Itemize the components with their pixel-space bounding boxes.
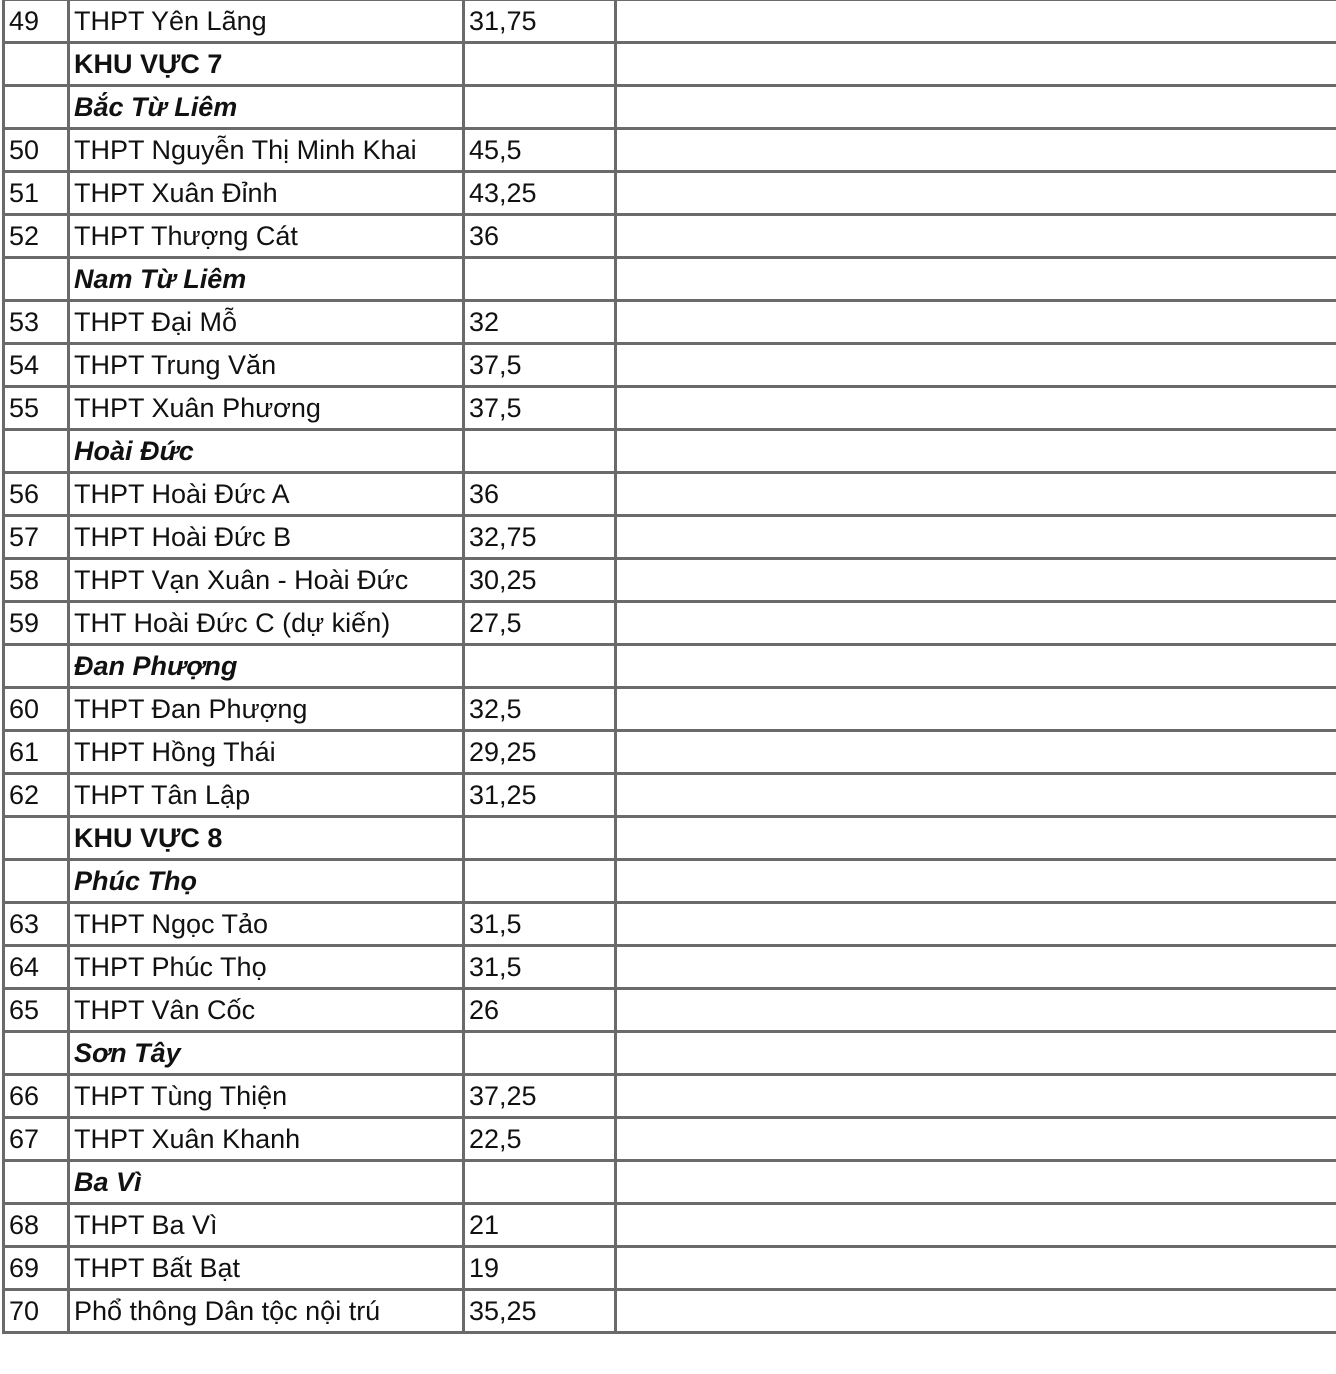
empty-note-cell xyxy=(616,645,1336,688)
row-number: 59 xyxy=(4,602,69,645)
school-name: THT Hoài Đức C (dự kiến) xyxy=(69,602,464,645)
cutoff-score: 32 xyxy=(464,301,616,344)
empty-note-cell xyxy=(616,344,1336,387)
school-name: THPT Vân Cốc xyxy=(69,989,464,1032)
row-number: 62 xyxy=(4,774,69,817)
cutoff-score xyxy=(464,860,616,903)
school-row xyxy=(4,215,1336,258)
district-header-row xyxy=(4,86,1336,129)
school-row xyxy=(4,1204,1336,1247)
row-number xyxy=(4,1032,69,1075)
district-label: Bắc Từ Liêm xyxy=(69,86,464,129)
row-number: 68 xyxy=(4,1204,69,1247)
cutoff-score: 35,25 xyxy=(464,1290,616,1333)
empty-note-cell xyxy=(616,602,1336,645)
school-name: THPT Phúc Thọ xyxy=(69,946,464,989)
row-number xyxy=(4,86,69,129)
school-name: THPT Yên Lãng xyxy=(69,0,464,43)
region-label: KHU VỰC 8 xyxy=(69,817,464,860)
row-number xyxy=(4,258,69,301)
empty-note-cell xyxy=(616,172,1336,215)
empty-note-cell xyxy=(616,516,1336,559)
empty-note-cell xyxy=(616,473,1336,516)
cutoff-score: 32,75 xyxy=(464,516,616,559)
school-row xyxy=(4,559,1336,602)
school-name: THPT Bất Bạt xyxy=(69,1247,464,1290)
empty-note-cell xyxy=(616,129,1336,172)
row-number xyxy=(4,645,69,688)
school-name: THPT Xuân Phương xyxy=(69,387,464,430)
row-number: 66 xyxy=(4,1075,69,1118)
district-label: Hoài Đức xyxy=(69,430,464,473)
school-row xyxy=(4,602,1336,645)
district-label: Đan Phượng xyxy=(69,645,464,688)
row-number: 60 xyxy=(4,688,69,731)
empty-note-cell xyxy=(616,430,1336,473)
empty-note-cell xyxy=(616,688,1336,731)
row-number: 57 xyxy=(4,516,69,559)
cutoff-score xyxy=(464,86,616,129)
cutoff-score: 22,5 xyxy=(464,1118,616,1161)
school-row xyxy=(4,344,1336,387)
cutoff-score: 37,25 xyxy=(464,1075,616,1118)
empty-note-cell xyxy=(616,215,1336,258)
empty-note-cell xyxy=(616,43,1336,86)
row-number xyxy=(4,1161,69,1204)
row-number: 65 xyxy=(4,989,69,1032)
region-header-row xyxy=(4,817,1336,860)
cutoff-score: 32,5 xyxy=(464,688,616,731)
school-row xyxy=(4,0,1336,43)
row-number xyxy=(4,860,69,903)
school-row xyxy=(4,946,1336,989)
empty-note-cell xyxy=(616,774,1336,817)
cutoff-score: 21 xyxy=(464,1204,616,1247)
district-header-row xyxy=(4,1161,1336,1204)
school-row xyxy=(4,1075,1336,1118)
school-row xyxy=(4,473,1336,516)
row-number: 58 xyxy=(4,559,69,602)
cutoff-score xyxy=(464,43,616,86)
school-name: THPT Đại Mỗ xyxy=(69,301,464,344)
row-number: 52 xyxy=(4,215,69,258)
empty-note-cell xyxy=(616,989,1336,1032)
empty-note-cell xyxy=(616,0,1336,43)
row-number: 56 xyxy=(4,473,69,516)
district-header-row xyxy=(4,860,1336,903)
row-number: 54 xyxy=(4,344,69,387)
row-number: 55 xyxy=(4,387,69,430)
table-body xyxy=(4,0,1336,1333)
cutoff-score: 31,25 xyxy=(464,774,616,817)
empty-note-cell xyxy=(616,1032,1336,1075)
empty-note-cell xyxy=(616,1204,1336,1247)
empty-note-cell xyxy=(616,1161,1336,1204)
cutoff-score: 37,5 xyxy=(464,344,616,387)
school-row xyxy=(4,903,1336,946)
cutoff-score xyxy=(464,1161,616,1204)
cutoff-score: 43,25 xyxy=(464,172,616,215)
row-number: 61 xyxy=(4,731,69,774)
row-number: 50 xyxy=(4,129,69,172)
row-number xyxy=(4,43,69,86)
cutoff-score: 19 xyxy=(464,1247,616,1290)
cutoff-score: 36 xyxy=(464,473,616,516)
region-label: KHU VỰC 7 xyxy=(69,43,464,86)
row-number: 70 xyxy=(4,1290,69,1333)
row-number xyxy=(4,817,69,860)
school-name: THPT Hoài Đức B xyxy=(69,516,464,559)
row-number xyxy=(4,430,69,473)
cutoff-score xyxy=(464,430,616,473)
cutoff-score xyxy=(464,1032,616,1075)
empty-note-cell xyxy=(616,903,1336,946)
school-row xyxy=(4,731,1336,774)
empty-note-cell xyxy=(616,258,1336,301)
empty-note-cell xyxy=(616,301,1336,344)
empty-note-cell xyxy=(616,387,1336,430)
school-name: THPT Tân Lập xyxy=(69,774,464,817)
school-row xyxy=(4,774,1336,817)
cutoff-score: 31,5 xyxy=(464,903,616,946)
region-header-row xyxy=(4,43,1336,86)
empty-note-cell xyxy=(616,1075,1336,1118)
cutoff-score: 26 xyxy=(464,989,616,1032)
school-name: THPT Xuân Khanh xyxy=(69,1118,464,1161)
empty-note-cell xyxy=(616,860,1336,903)
empty-note-cell xyxy=(616,946,1336,989)
school-name: THPT Nguyễn Thị Minh Khai xyxy=(69,129,464,172)
cutoff-score xyxy=(464,258,616,301)
school-row xyxy=(4,1290,1336,1333)
empty-note-cell xyxy=(616,559,1336,602)
district-label: Phúc Thọ xyxy=(69,860,464,903)
cutoff-score xyxy=(464,817,616,860)
cutoff-score: 37,5 xyxy=(464,387,616,430)
cutoff-score: 36 xyxy=(464,215,616,258)
row-number: 63 xyxy=(4,903,69,946)
school-name: Phổ thông Dân tộc nội trú xyxy=(69,1290,464,1333)
cutoff-score: 29,25 xyxy=(464,731,616,774)
empty-note-cell xyxy=(616,1290,1336,1333)
school-name: THPT Trung Văn xyxy=(69,344,464,387)
cutoff-score: 31,5 xyxy=(464,946,616,989)
district-header-row xyxy=(4,645,1336,688)
row-number: 49 xyxy=(4,0,69,43)
empty-note-cell xyxy=(616,731,1336,774)
empty-note-cell xyxy=(616,1118,1336,1161)
school-name: THPT Hồng Thái xyxy=(69,731,464,774)
district-label: Nam Từ Liêm xyxy=(69,258,464,301)
district-header-row xyxy=(4,430,1336,473)
cutoff-score xyxy=(464,645,616,688)
school-row xyxy=(4,172,1336,215)
school-row xyxy=(4,688,1336,731)
row-number: 51 xyxy=(4,172,69,215)
admission-score-table xyxy=(2,0,1336,1334)
district-header-row xyxy=(4,1032,1336,1075)
row-number: 64 xyxy=(4,946,69,989)
cutoff-score: 30,25 xyxy=(464,559,616,602)
school-name: THPT Đan Phượng xyxy=(69,688,464,731)
cutoff-score: 31,75 xyxy=(464,0,616,43)
cutoff-score: 45,5 xyxy=(464,129,616,172)
district-label: Sơn Tây xyxy=(69,1032,464,1075)
school-name: THPT Vạn Xuân - Hoài Đức xyxy=(69,559,464,602)
empty-note-cell xyxy=(616,86,1336,129)
school-row xyxy=(4,301,1336,344)
cutoff-score: 27,5 xyxy=(464,602,616,645)
school-name: THPT Hoài Đức A xyxy=(69,473,464,516)
row-number: 67 xyxy=(4,1118,69,1161)
row-number: 53 xyxy=(4,301,69,344)
row-number: 69 xyxy=(4,1247,69,1290)
school-name: THPT Ngọc Tảo xyxy=(69,903,464,946)
school-row xyxy=(4,516,1336,559)
school-row xyxy=(4,1118,1336,1161)
school-row xyxy=(4,1247,1336,1290)
district-header-row xyxy=(4,258,1336,301)
school-row xyxy=(4,989,1336,1032)
school-name: THPT Ba Vì xyxy=(69,1204,464,1247)
school-name: THPT Thượng Cát xyxy=(69,215,464,258)
empty-note-cell xyxy=(616,1247,1336,1290)
empty-note-cell xyxy=(616,817,1336,860)
school-name: THPT Xuân Đỉnh xyxy=(69,172,464,215)
school-row xyxy=(4,387,1336,430)
district-label: Ba Vì xyxy=(69,1161,464,1204)
school-row xyxy=(4,129,1336,172)
school-name: THPT Tùng Thiện xyxy=(69,1075,464,1118)
